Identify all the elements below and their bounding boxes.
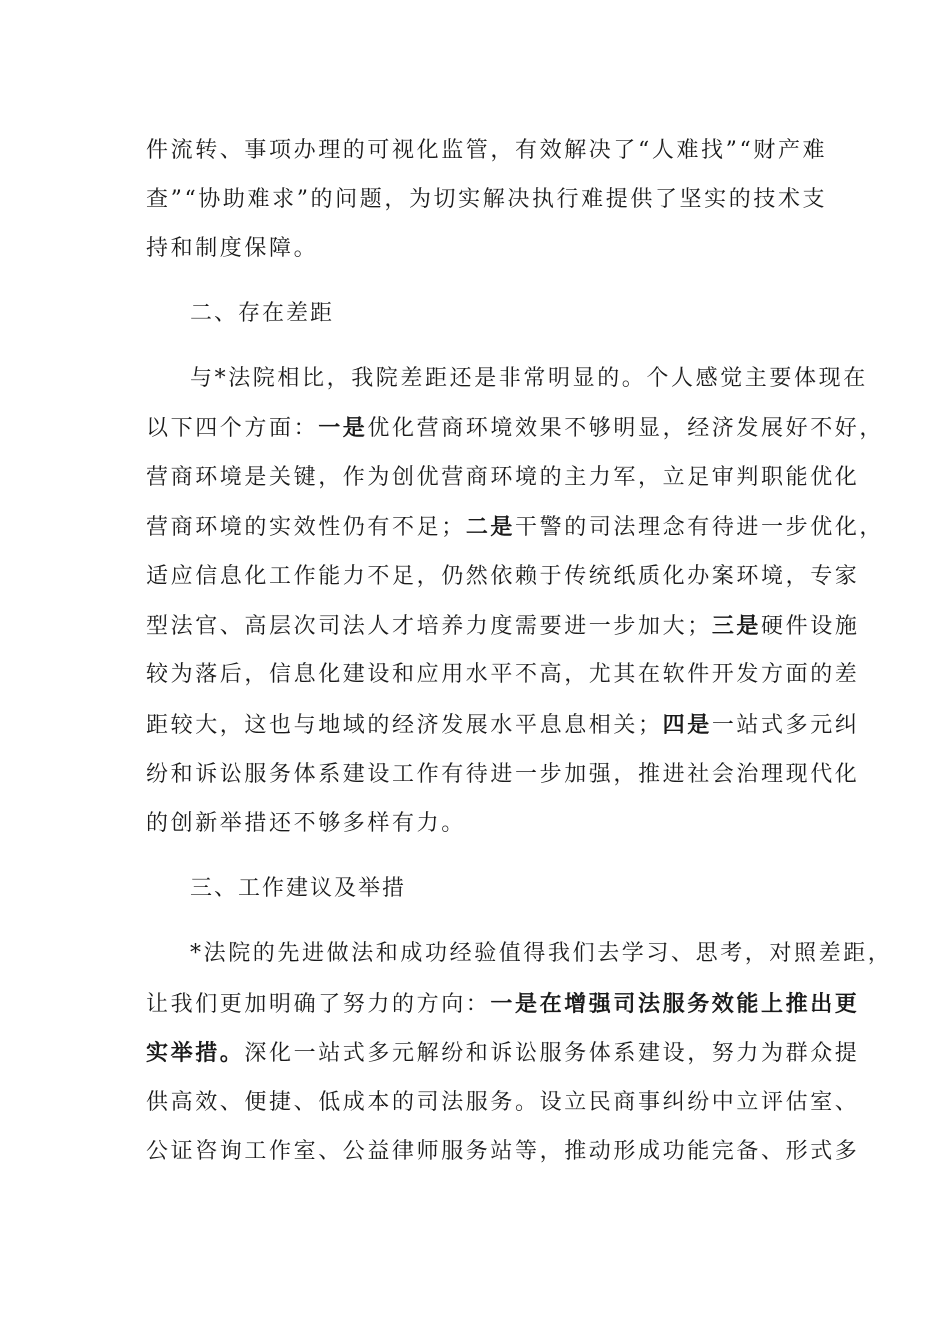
- paragraph-line: 以下四个方面：一是优化营商环境效果不够明显，经济发展好不好，: [146, 415, 885, 441]
- section-heading: 二、存在差距: [190, 301, 335, 326]
- paragraph-line: 持和制度保障。: [146, 236, 319, 261]
- bold-keyword: 实举措。: [146, 1040, 245, 1066]
- paragraph-line: 供高效、便捷、低成本的司法服务。设立民商事纠纷中立评估室、: [146, 1090, 860, 1115]
- paragraph-line: 较为落后，信息化建设和应用水平不高，尤其在软件开发方面的差: [146, 662, 860, 687]
- paragraph-line: 的创新举措还不够多样有力。: [146, 811, 466, 836]
- paragraph-line: 查”“协助难求”的问题，为切实解决执行难提供了坚实的技术支: [146, 187, 828, 212]
- bold-keyword: 三是: [711, 613, 762, 639]
- paragraph-line: 适应信息化工作能力不足，仍然依赖于传统纸质化办案环境，专家: [146, 564, 860, 589]
- paragraph-line: 纷和诉讼服务体系建设工作有待进一步加强，推进社会治理现代化: [146, 762, 860, 787]
- paragraph-line: 距较大，这也与地域的经济发展水平息息相关；四是一站式多元纠: [146, 712, 860, 738]
- paragraph-line: 让我们更加明确了努力的方向：一是在增强司法服务效能上推出更: [146, 991, 860, 1017]
- paragraph-line: 型法官、高层次司法人才培养力度需要进一步加大；三是硬件设施: [146, 613, 860, 639]
- section-heading: 三、工作建议及举措: [190, 876, 407, 901]
- paragraph-line: 实举措。深化一站式多元解纷和诉讼服务体系建设，努力为群众提: [146, 1040, 860, 1066]
- paragraph-line: *法院的先进做法和成功经验值得我们去学习、思考，对照差距，: [190, 941, 893, 966]
- bold-keyword: 一是: [318, 415, 368, 441]
- paragraph-line: 与*法院相比，我院差距还是非常明显的。个人感觉主要体现在: [190, 366, 868, 391]
- bold-keyword: 四是: [662, 712, 712, 738]
- paragraph-line: 营商环境是关键，作为创优营商环境的主力军，立足审判职能优化: [146, 465, 860, 490]
- bold-keyword: 一是在增强司法服务效能上推出更: [490, 991, 860, 1017]
- paragraph-line: 营商环境的实效性仍有不足；二是干警的司法理念有待进一步优化，: [146, 514, 885, 540]
- paragraph-line: 件流转、事项办理的可视化监管，有效解决了“人难找”“财产难: [146, 138, 828, 163]
- paragraph-line: 公证咨询工作室、公益律师服务站等，推动形成功能完备、形式多: [146, 1139, 860, 1164]
- bold-keyword: 二是: [465, 514, 516, 540]
